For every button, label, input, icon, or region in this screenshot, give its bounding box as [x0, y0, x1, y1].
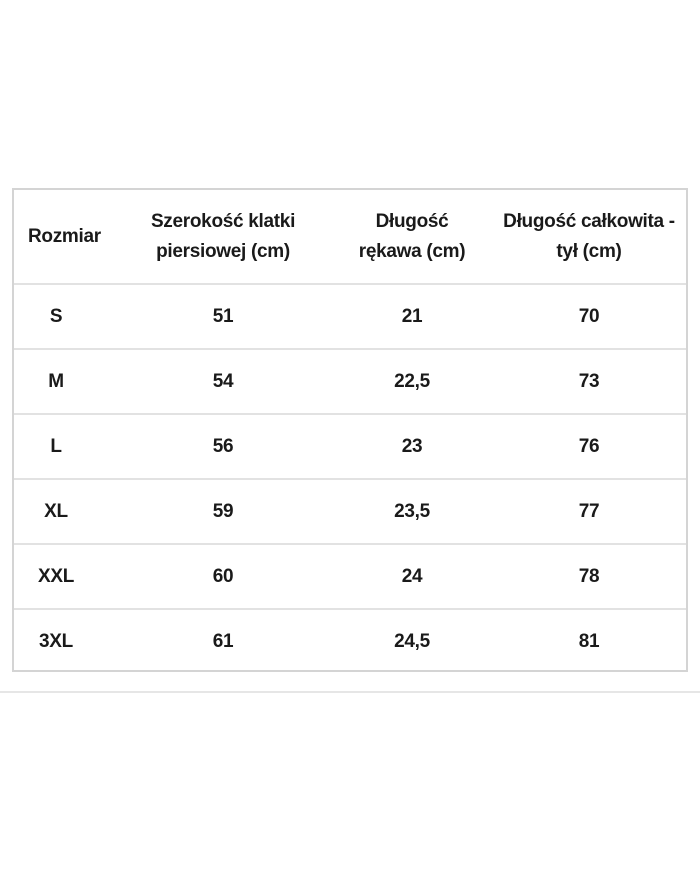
table-row	[14, 414, 686, 479]
cell-sleeve-length: 23,5	[332, 479, 492, 544]
size-chart-table	[14, 190, 686, 674]
header-total-length	[492, 190, 686, 284]
header-line: Długość całkowita -	[503, 210, 675, 232]
header-chest-width	[114, 190, 332, 284]
header-line: piersiowej (cm)	[156, 240, 290, 262]
cell-total-length: 70	[492, 284, 686, 349]
table-row	[14, 609, 686, 674]
cell-chest-width: 59	[114, 479, 332, 544]
cell-chest-width: 56	[114, 414, 332, 479]
cell-size: XXL	[14, 544, 114, 609]
cell-total-length: 73	[492, 349, 686, 414]
header-line: Długość	[375, 210, 449, 232]
cell-total-length: 76	[492, 414, 686, 479]
cell-total-length: 77	[492, 479, 686, 544]
cell-sleeve-length: 24	[332, 544, 492, 609]
cell-size: XL	[14, 479, 114, 544]
table-row	[14, 479, 686, 544]
cell-size: S	[14, 284, 114, 349]
divider-line	[0, 691, 700, 693]
cell-size: M	[14, 349, 114, 414]
cell-sleeve-length: 22,5	[332, 349, 492, 414]
cell-chest-width: 54	[114, 349, 332, 414]
header-sleeve-length	[332, 190, 492, 284]
cell-chest-width: 51	[114, 284, 332, 349]
header-size-line: Rozmiar	[28, 225, 101, 247]
cell-sleeve-length: 21	[332, 284, 492, 349]
cell-total-length: 81	[578, 631, 600, 652]
cell-size: L	[14, 414, 114, 479]
size-chart	[12, 188, 688, 672]
header-line: Szerokość klatki	[150, 210, 296, 232]
cell-chest-width: 60	[114, 544, 332, 609]
header-size	[14, 190, 114, 284]
cell-size: 3XL	[39, 631, 73, 652]
table-row	[14, 544, 686, 609]
cell-sleeve-length: 23	[332, 414, 492, 479]
header-line: tył (cm)	[556, 240, 622, 262]
table-row	[14, 284, 686, 349]
header-line: rękawa (cm)	[358, 240, 466, 262]
table-row	[14, 349, 686, 414]
header-row	[14, 190, 686, 284]
cell-chest-width: 61	[212, 631, 234, 652]
cell-sleeve-length: 24,5	[394, 631, 430, 652]
cell-total-length: 78	[492, 544, 686, 609]
